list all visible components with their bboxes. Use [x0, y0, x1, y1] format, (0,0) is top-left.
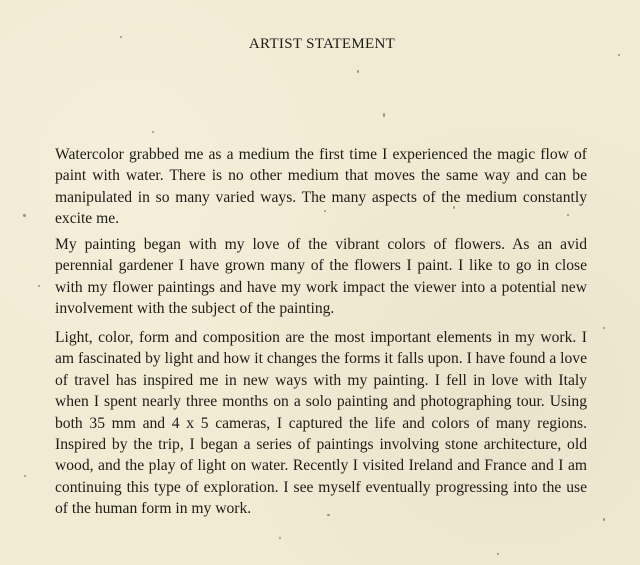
paper-speck: [497, 553, 499, 555]
paper-speck: [38, 285, 40, 287]
paper-speck: [618, 54, 620, 56]
paper-speck: [152, 131, 154, 133]
paper-speck: [279, 537, 281, 539]
paper-speck: [24, 475, 26, 477]
page-title: ARTIST STATEMENT: [248, 36, 396, 52]
paper-speck: [383, 113, 385, 117]
paper-speck: [357, 70, 359, 73]
statement-paragraph-2: My painting began with my love of the vibrant colors of flowers. As an avid perennial gardener I have grown many of the flowers I paint. I like to go in close with my flower paintings and have my work impact the viewer into a potential new involvement with the subject of the painting.: [55, 236, 587, 318]
paper-speck: [603, 327, 605, 329]
statement-paragraph-1: Watercolor grabbed me as a medium the first time I experienced the magic flow of paint with water. There is no other medium that moves the same way and can be manipulated in so many varied ways. The many aspects of the medium constantly excite me.: [55, 146, 587, 228]
paper-speck: [603, 518, 605, 521]
statement-paragraph-3: Light, color, form and composition are the most important elements in my work. I am fascinated by light and how it changes the forms it falls upon. I have found a love of travel has inspired me in new ways with my painting. I fell in love with Italy when I spent nearly three months on a solo painting and photographing tour. Using both 35 mm and 4 x 5 cameras, I captured the life and colors of many regions. Inspired by the trip, I began a series of paintings involving stone architecture, old wood, and the play of light on water. Recently I visited Ireland and France and I am continuing this type of exploration. I see myself eventually progressing into the use of the human form in my work.: [55, 329, 587, 518]
paper-speck: [23, 214, 26, 217]
